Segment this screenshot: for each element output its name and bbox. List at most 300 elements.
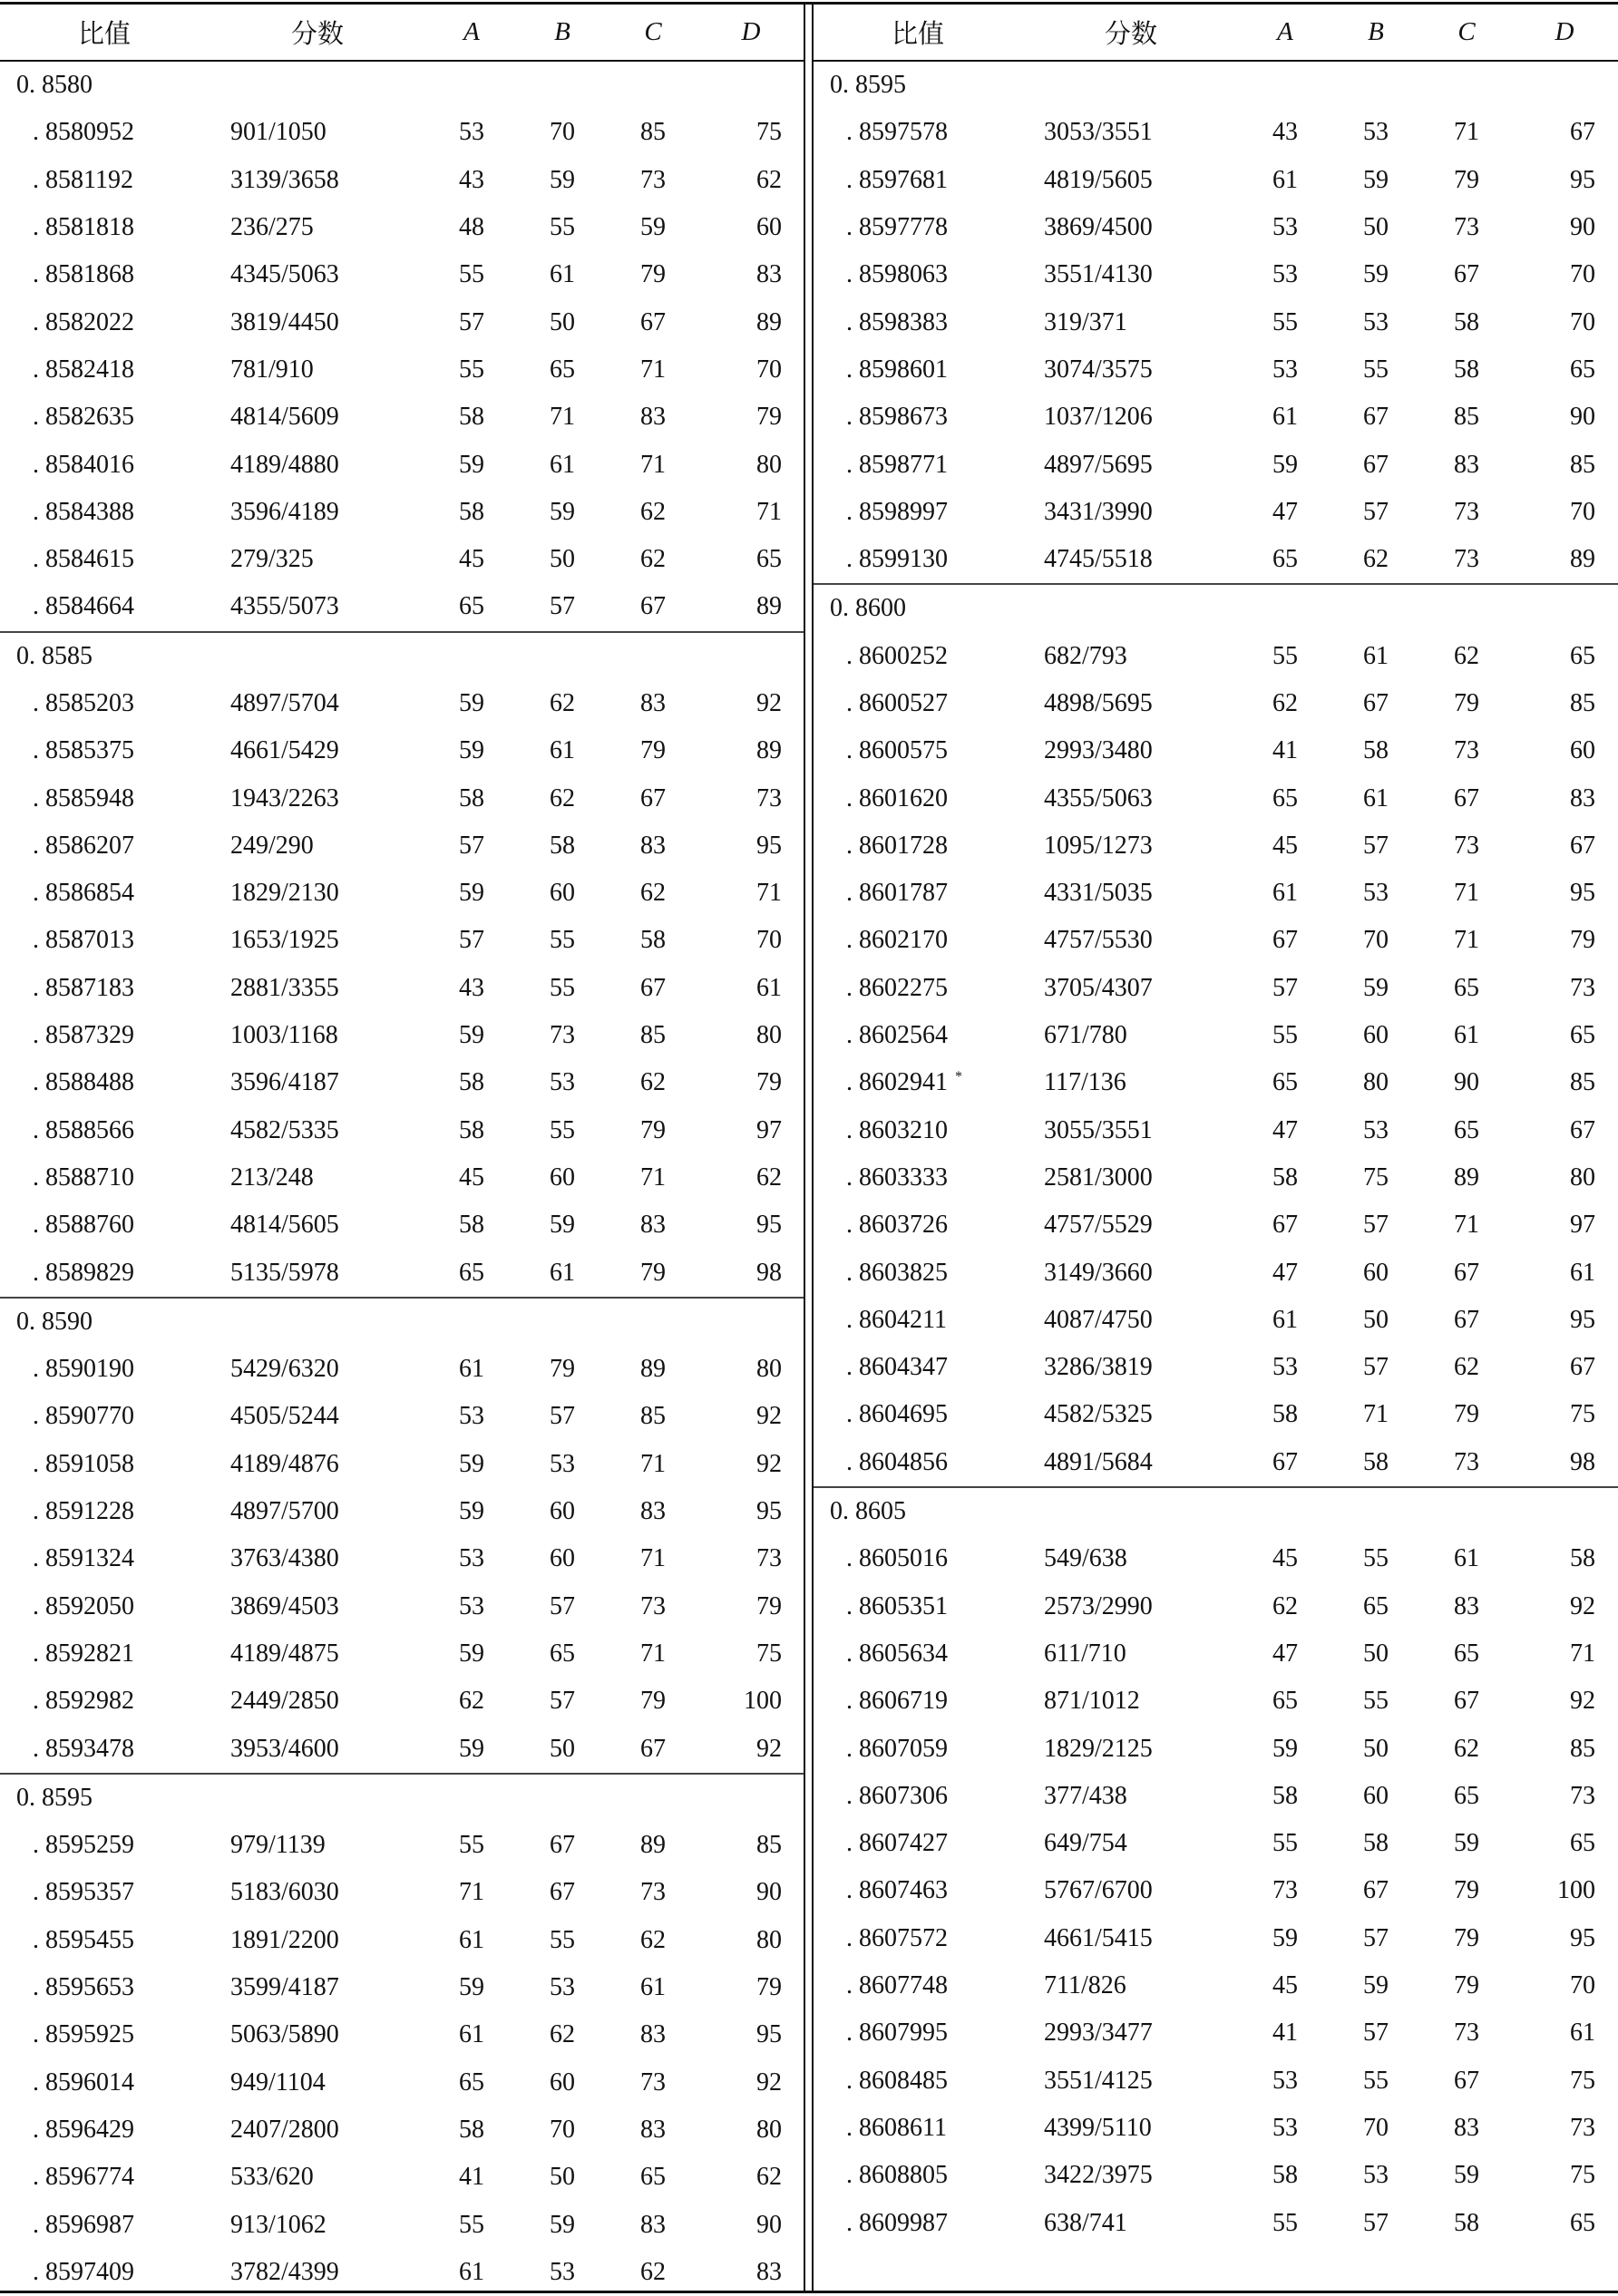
c-cell: 73 [1454, 831, 1479, 860]
fraction-cell: 1891/2200 [230, 1925, 339, 1954]
table-row [0, 1012, 804, 1059]
c-cell: 73 [1454, 213, 1479, 242]
a-cell: 45 [1272, 831, 1298, 860]
header-a: A [1277, 17, 1293, 46]
d-cell: 80 [756, 2115, 782, 2144]
ratio-cell: . 8586207 [33, 831, 134, 860]
a-cell: 43 [459, 165, 484, 194]
a-cell: 62 [1272, 1591, 1298, 1620]
a-cell: 61 [1272, 1305, 1298, 1334]
a-cell: 61 [1272, 403, 1298, 432]
c-cell: 67 [640, 592, 666, 621]
a-cell: 45 [459, 1163, 484, 1192]
b-cell: 71 [550, 403, 575, 432]
c-cell: 83 [640, 689, 666, 717]
c-cell: 79 [1454, 1876, 1479, 1905]
d-cell: 95 [1570, 879, 1595, 908]
a-cell: 67 [1272, 1211, 1298, 1240]
d-cell: 92 [756, 1449, 782, 1478]
right-table [814, 5, 1618, 2247]
b-cell: 73 [550, 1021, 575, 1050]
a-cell: 53 [1272, 2113, 1298, 2142]
c-cell: 85 [640, 1021, 666, 1050]
ratio-cell: . 8600527 [846, 689, 948, 717]
b-cell: 57 [550, 1687, 575, 1716]
b-cell: 60 [1363, 1258, 1389, 1287]
b-cell: 58 [550, 831, 575, 860]
ratio-cell: . 8591228 [33, 1497, 134, 1526]
a-cell: 59 [459, 1973, 484, 2002]
a-cell: 47 [1272, 1115, 1298, 1144]
c-cell: 83 [1454, 2113, 1479, 2142]
fraction-cell: 2449/2850 [230, 1687, 339, 1716]
fraction-cell: 4661/5415 [1044, 1923, 1153, 1952]
ratio-cell: . 8602275 [846, 973, 948, 1002]
fraction-cell: 3074/3575 [1044, 355, 1153, 384]
table-row [814, 1297, 1618, 1344]
b-cell: 62 [550, 783, 575, 812]
table-row [0, 157, 804, 204]
ratio-cell: . 8600252 [846, 641, 948, 670]
ratio-cell: . 8608805 [846, 2161, 948, 2190]
group-label: 0. 8595 [16, 1783, 93, 1812]
table-row [0, 1346, 804, 1393]
ratio-cell: . 8584664 [33, 592, 134, 621]
b-cell: 53 [550, 1449, 575, 1478]
d-cell: 65 [756, 545, 782, 574]
c-cell: 67 [640, 973, 666, 1002]
fraction-cell: 4757/5530 [1044, 926, 1153, 955]
table-row [814, 2152, 1618, 2199]
d-cell: 83 [756, 260, 782, 289]
d-cell: 61 [756, 973, 782, 1002]
d-cell: 95 [1570, 1305, 1595, 1334]
c-cell: 73 [1454, 1447, 1479, 1476]
table-row [0, 917, 804, 964]
d-cell: 70 [1570, 497, 1595, 526]
table-row [0, 1917, 804, 1964]
fraction-cell: 3055/3551 [1044, 1115, 1153, 1144]
ratio-cell: . 8581868 [33, 260, 134, 289]
fraction-cell: 319/371 [1044, 307, 1127, 336]
c-cell: 79 [640, 736, 666, 765]
c-cell: 79 [640, 1687, 666, 1716]
a-cell: 61 [1272, 165, 1298, 194]
b-cell: 59 [1363, 973, 1389, 1002]
fraction-cell: 5135/5978 [230, 1258, 339, 1287]
fraction-cell: 5767/6700 [1044, 1876, 1153, 1905]
ratio-cell: . 8605634 [846, 1639, 948, 1668]
fraction-cell: 3551/4125 [1044, 2066, 1153, 2095]
c-cell: 89 [640, 1831, 666, 1860]
ratio-cell: . 8601787 [846, 879, 948, 908]
d-cell: 70 [756, 926, 782, 955]
b-cell: 65 [1363, 1591, 1389, 1620]
table-row [0, 2058, 804, 2106]
b-cell: 62 [1363, 545, 1389, 574]
fraction-cell: 3431/3990 [1044, 497, 1153, 526]
table-row [814, 1583, 1618, 1630]
header-b: B [554, 17, 570, 46]
d-cell: 80 [1570, 1163, 1595, 1192]
table-row [814, 1867, 1618, 1914]
group-label: 0. 8585 [16, 641, 93, 670]
a-cell: 55 [1272, 641, 1298, 670]
fraction-cell: 4757/5529 [1044, 1211, 1153, 1240]
fraction-cell: 1829/2125 [1044, 1734, 1153, 1763]
a-cell: 58 [459, 403, 484, 432]
ratio-cell: . 8609987 [846, 2208, 948, 2237]
a-cell: 41 [459, 2163, 484, 2192]
a-cell: 55 [1272, 1829, 1298, 1858]
table-row [814, 1725, 1618, 1772]
fraction-cell: 671/780 [1044, 1021, 1127, 1050]
table-row [0, 1964, 804, 2011]
ratio-cell: . 8595259 [33, 1831, 134, 1860]
row-group [814, 62, 1618, 585]
fraction-cell: 3286/3819 [1044, 1353, 1153, 1382]
table-row [814, 1059, 1618, 1106]
c-cell: 73 [640, 1878, 666, 1907]
d-cell: 85 [1570, 1068, 1595, 1097]
fraction-cell: 4087/4750 [1044, 1305, 1153, 1334]
c-cell: 62 [640, 545, 666, 574]
a-cell: 59 [1272, 1923, 1298, 1952]
fraction-cell: 949/1104 [230, 2067, 326, 2097]
d-cell: 71 [1570, 1639, 1595, 1668]
c-cell: 83 [640, 2020, 666, 2049]
fraction-cell: 3599/4187 [230, 1973, 339, 2002]
fraction-cell: 4582/5335 [230, 1115, 339, 1144]
fraction-cell: 3139/3658 [230, 165, 339, 194]
ratio-cell: . 8582418 [33, 355, 134, 384]
table-row [0, 1059, 804, 1106]
table-row [814, 1154, 1618, 1202]
table-row [814, 441, 1618, 488]
ratio-cell: . 8585375 [33, 736, 134, 765]
fraction-cell: 611/710 [1044, 1639, 1126, 1668]
b-cell: 57 [1363, 1211, 1389, 1240]
fraction-cell: 4814/5609 [230, 403, 339, 432]
table-row [814, 633, 1618, 680]
table-header [0, 5, 804, 62]
a-cell: 59 [459, 1021, 484, 1050]
b-cell: 53 [1363, 118, 1389, 147]
fraction-cell: 1037/1206 [1044, 403, 1153, 432]
ratio-cell: . 8604856 [846, 1447, 948, 1476]
c-cell: 62 [640, 2257, 666, 2286]
b-cell: 55 [550, 1925, 575, 1954]
table-row [0, 1583, 804, 1630]
c-cell: 71 [1454, 1211, 1479, 1240]
a-cell: 73 [1272, 1876, 1298, 1905]
c-cell: 65 [1454, 1781, 1479, 1810]
a-cell: 67 [1272, 1447, 1298, 1476]
row-group [0, 633, 804, 1299]
a-cell: 65 [1272, 1068, 1298, 1097]
table-row [0, 2249, 804, 2296]
b-cell: 55 [550, 926, 575, 955]
fraction-cell: 4582/5325 [1044, 1400, 1153, 1429]
a-cell: 57 [459, 926, 484, 955]
table-row [0, 1725, 804, 1772]
d-cell: 90 [1570, 213, 1595, 242]
ratio-cell: . 8597778 [846, 213, 948, 242]
left-table [0, 5, 804, 2296]
d-cell: 97 [756, 1115, 782, 1144]
d-cell: 65 [1570, 1021, 1595, 1050]
a-cell: 65 [459, 2067, 484, 2097]
a-cell: 47 [1272, 1639, 1298, 1668]
fraction-cell: 279/325 [230, 545, 314, 574]
fraction-cell: 4399/5110 [1044, 2113, 1152, 2142]
b-cell: 65 [550, 1639, 575, 1668]
table-row [814, 157, 1618, 204]
d-cell: 65 [1570, 641, 1595, 670]
d-cell: 92 [756, 1402, 782, 1431]
fraction-cell: 4189/4875 [230, 1639, 339, 1668]
fraction-cell: 249/290 [230, 831, 314, 860]
a-cell: 53 [1272, 213, 1298, 242]
b-cell: 67 [1363, 403, 1389, 432]
b-cell: 58 [1363, 1447, 1389, 1476]
c-cell: 59 [1454, 2161, 1479, 2190]
ratio-cell: . 8592982 [33, 1687, 134, 1716]
b-cell: 55 [1363, 2066, 1389, 2095]
b-cell: 59 [550, 2210, 575, 2239]
b-cell: 62 [550, 2020, 575, 2049]
a-cell: 55 [459, 355, 484, 384]
d-cell: 61 [1570, 2019, 1595, 2048]
table-row [814, 1344, 1618, 1391]
b-cell: 55 [1363, 1544, 1389, 1573]
b-cell: 67 [1363, 689, 1389, 717]
table-row [814, 1439, 1618, 1486]
a-cell: 53 [459, 1591, 484, 1620]
table-row [814, 1012, 1618, 1059]
c-cell: 67 [1454, 260, 1479, 289]
c-cell: 83 [640, 831, 666, 860]
a-cell: 59 [459, 879, 484, 908]
table-row [814, 489, 1618, 536]
a-cell: 59 [459, 736, 484, 765]
a-cell: 65 [459, 1258, 484, 1287]
d-cell: 95 [756, 1211, 782, 1240]
ratio-cell: . 8598997 [846, 497, 948, 526]
a-cell: 61 [459, 2257, 484, 2286]
ratio-cell: . 8595925 [33, 2020, 134, 2049]
table-row [0, 583, 804, 630]
d-cell: 71 [756, 497, 782, 526]
fraction-cell: 682/793 [1044, 641, 1127, 670]
b-cell: 59 [550, 1211, 575, 1240]
a-cell: 55 [1272, 1021, 1298, 1050]
table-body [814, 62, 1618, 2247]
table-row [0, 2106, 804, 2154]
a-cell: 58 [1272, 2161, 1298, 2190]
ratio-cell: . 8596987 [33, 2210, 134, 2239]
ratio-cell: . 8608485 [846, 2066, 948, 2095]
table-row [814, 2105, 1618, 2152]
fraction-cell: 4355/5063 [1044, 783, 1153, 812]
ratio-cell: . 8588488 [33, 1068, 134, 1097]
a-cell: 53 [1272, 355, 1298, 384]
b-cell: 61 [1363, 783, 1389, 812]
table-row [0, 441, 804, 488]
ratio-cell: . 8606719 [846, 1687, 948, 1716]
b-cell: 50 [550, 1734, 575, 1763]
a-cell: 58 [459, 783, 484, 812]
c-cell: 73 [1454, 497, 1479, 526]
a-cell: 59 [459, 689, 484, 717]
ratio-cell: . 8607995 [846, 2019, 948, 2048]
d-cell: 65 [1570, 1829, 1595, 1858]
c-cell: 67 [1454, 1305, 1479, 1334]
d-cell: 85 [756, 1831, 782, 1860]
ratio-cell: . 8604211 [846, 1305, 947, 1334]
fraction-cell: 3053/3551 [1044, 118, 1153, 147]
fraction-cell: 4814/5605 [230, 1211, 339, 1240]
d-cell: 97 [1570, 1211, 1595, 1240]
fraction-cell: 781/910 [230, 355, 314, 384]
a-cell: 43 [1272, 118, 1298, 147]
table-row [0, 1678, 804, 1725]
group-label-row [0, 62, 804, 109]
b-cell: 67 [550, 1831, 575, 1860]
c-cell: 58 [1454, 2208, 1479, 2237]
b-cell: 50 [1363, 1639, 1389, 1668]
fraction-cell: 117/136 [1044, 1068, 1126, 1097]
c-cell: 83 [1454, 450, 1479, 479]
a-cell: 57 [459, 831, 484, 860]
c-cell: 85 [640, 1402, 666, 1431]
ratio-cell: . 8584388 [33, 497, 134, 526]
d-cell: 75 [1570, 1400, 1595, 1429]
group-label-row [814, 1488, 1618, 1535]
d-cell: 85 [1570, 689, 1595, 717]
ratio-cell: . 8592050 [33, 1591, 134, 1620]
fraction-cell: 2881/3355 [230, 973, 339, 1002]
fraction-cell: 1095/1273 [1044, 831, 1153, 860]
b-cell: 50 [1363, 213, 1389, 242]
table-row [814, 251, 1618, 298]
c-cell: 83 [640, 403, 666, 432]
d-cell: 75 [1570, 2161, 1595, 2190]
a-cell: 58 [459, 1115, 484, 1144]
d-cell: 92 [1570, 1687, 1595, 1716]
fraction-cell: 871/1012 [1044, 1687, 1140, 1716]
d-cell: 95 [756, 2020, 782, 2049]
b-cell: 55 [550, 213, 575, 242]
ratio-cell: . 8586854 [33, 879, 134, 908]
d-cell: 62 [756, 165, 782, 194]
ratio-cell: . 8607463 [846, 1876, 948, 1905]
b-cell: 57 [1363, 497, 1389, 526]
b-cell: 59 [1363, 165, 1389, 194]
ratio-cell: . 8588566 [33, 1115, 134, 1144]
b-cell: 59 [550, 497, 575, 526]
fraction-cell: 2581/3000 [1044, 1163, 1153, 1192]
table-row [814, 680, 1618, 727]
fraction-cell: 649/754 [1044, 1829, 1127, 1858]
table-row [0, 2201, 804, 2248]
row-group [0, 1299, 804, 1775]
ratio-cell: . 8605351 [846, 1591, 948, 1620]
c-cell: 62 [640, 879, 666, 908]
a-cell: 59 [459, 1734, 484, 1763]
ratio-cell: . 8598601 [846, 355, 948, 384]
c-cell: 73 [1454, 545, 1479, 574]
c-cell: 71 [640, 1639, 666, 1668]
ratio-cell [814, 1068, 1031, 1097]
table-row [814, 1630, 1618, 1678]
c-cell: 79 [1454, 689, 1479, 717]
ratio-cell: . 8590770 [33, 1402, 134, 1431]
header-ratio: 比值 [77, 20, 131, 49]
c-cell: 90 [1454, 1068, 1479, 1097]
fraction-cell: 3596/4187 [230, 1068, 339, 1097]
c-cell: 83 [640, 1497, 666, 1526]
c-cell: 85 [640, 118, 666, 147]
row-group [0, 62, 804, 633]
d-cell: 92 [756, 2067, 782, 2097]
d-cell: 80 [756, 1021, 782, 1050]
a-cell: 59 [459, 1449, 484, 1478]
table-row [814, 1820, 1618, 1867]
c-cell: 79 [640, 1115, 666, 1144]
d-cell: 95 [1570, 1923, 1595, 1952]
c-cell: 73 [1454, 736, 1479, 765]
a-cell: 53 [1272, 2066, 1298, 2095]
ratio-cell: . 8608611 [846, 2113, 947, 2142]
table-row [0, 1249, 804, 1296]
b-cell: 67 [1363, 450, 1389, 479]
header-b: B [1368, 17, 1384, 46]
c-cell: 58 [1454, 307, 1479, 336]
row-group [814, 585, 1618, 1488]
table-row [814, 204, 1618, 251]
ratio-cell: . 8598063 [846, 260, 948, 289]
b-cell: 55 [550, 973, 575, 1002]
ratio-cell: . 8585203 [33, 689, 134, 717]
a-cell: 57 [1272, 973, 1298, 1002]
ratio-cell: . 8607748 [846, 1971, 948, 2000]
ratio-cell: . 8598383 [846, 307, 948, 336]
ratio-cell: . 8584016 [33, 450, 134, 479]
b-cell: 58 [1363, 736, 1389, 765]
ratio-cell: . 8597578 [846, 118, 948, 147]
a-cell: 48 [459, 213, 484, 242]
ratio-cell: . 8587183 [33, 973, 134, 1002]
table-row [0, 1488, 804, 1535]
d-cell: 73 [1570, 973, 1595, 1002]
fraction-cell: 3596/4189 [230, 497, 339, 526]
fraction-cell: 5183/6030 [230, 1878, 339, 1907]
b-cell: 61 [550, 450, 575, 479]
a-cell: 43 [459, 973, 484, 1002]
table-row [814, 2199, 1618, 2246]
a-cell: 62 [1272, 689, 1298, 717]
b-cell: 59 [1363, 260, 1389, 289]
d-cell: 67 [1570, 118, 1595, 147]
a-cell: 55 [459, 1831, 484, 1860]
a-cell: 59 [1272, 450, 1298, 479]
c-cell: 67 [1454, 1258, 1479, 1287]
a-cell: 71 [459, 1878, 484, 1907]
table-body [0, 62, 804, 2296]
d-cell: 79 [756, 403, 782, 432]
table-row [0, 1154, 804, 1202]
